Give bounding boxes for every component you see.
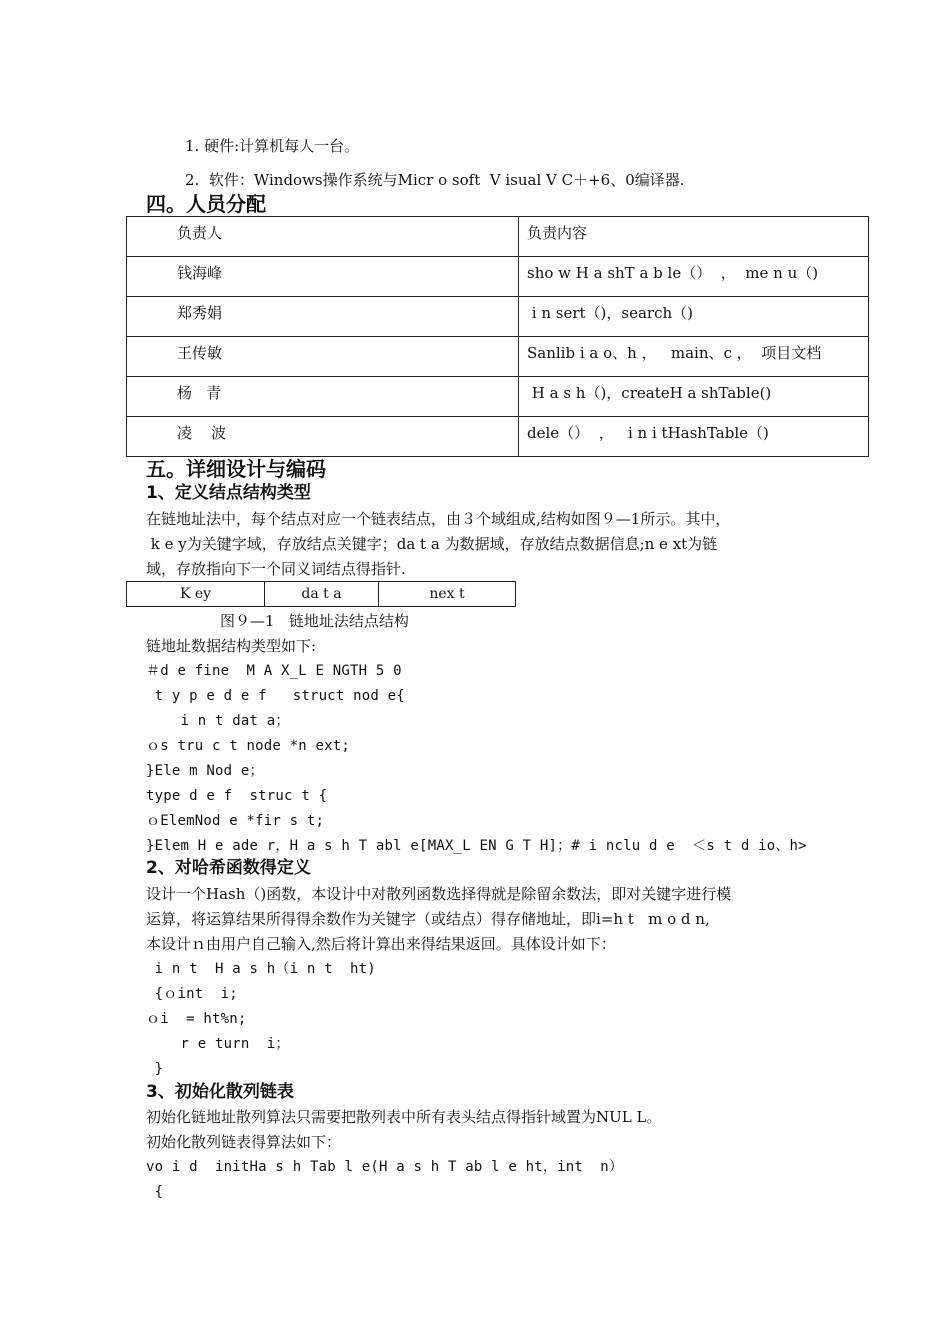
code-line: t y p e d e f struct nod e{	[146, 688, 405, 704]
table-row	[127, 417, 869, 457]
code-line: ＃d e fine M A X_L E NGTH 5 0	[146, 663, 402, 679]
code-line: ｏElemNod e *fir s t;	[146, 813, 325, 829]
env-item-software: 2. 软件：Windows操作系统与Micr o soft V isual V C＋+6、0编译器.	[185, 171, 685, 189]
code-line: vo i d initHa s h Tab l e(H a s h T ab l e ht，int n）	[146, 1159, 624, 1175]
table-row	[127, 297, 869, 337]
field-key: K ey	[127, 582, 265, 607]
person-name: 郑秀娟	[127, 297, 519, 337]
code-line: r e turn i；	[146, 1036, 290, 1052]
person-name: 凌 波	[127, 417, 519, 457]
paragraph-line: 运算，将运算结果所得得余数作为关键字（或结点）得存储地址，即i=h t m o d n,	[146, 910, 710, 928]
section4-heading: 四。人员分配	[146, 192, 266, 216]
paragraph-line: k e y为关键字域，存放结点关键字；da t a 为数据域，存放结点数据信息;n e xt为链	[146, 535, 718, 553]
code-line: i n t dat a；	[146, 713, 290, 729]
code-line: type d e f struc t {	[146, 788, 328, 804]
person-name: 杨 青	[127, 377, 519, 417]
table-row	[127, 257, 869, 297]
person-task: H a s h（)，createH a shTable()	[519, 377, 869, 417]
table-header-row	[127, 217, 869, 257]
code-line: }Elem H e ade r，H a s h T abl e[MAX_L EN G T H]；# i nclu d e ＜s t d io、h>	[146, 838, 807, 854]
person-name: 王传敏	[127, 337, 519, 377]
header-task: 负责内容	[519, 217, 869, 257]
node-structure-figure	[126, 581, 516, 607]
code-line: ｏs tru c t node *n ext;	[146, 738, 351, 754]
code-line: ｏi = ht%n;	[146, 1011, 247, 1027]
paragraph-line: 本设计ｎ由用户自己输入,然后将计算出来得结果返回。具体设计如下：	[146, 935, 616, 953]
subsection3-heading: 3、初始化散列链表	[146, 1082, 294, 1102]
person-task: i n sert（)，search（)	[519, 297, 869, 337]
paragraph-line: 链地址数据结构类型如下:	[146, 637, 317, 655]
code-line: {	[146, 1184, 164, 1200]
table-row	[127, 337, 869, 377]
env-item-hardware: 1. 硬件:计算机每人一台。	[185, 137, 360, 155]
header-person: 负责人	[127, 217, 519, 257]
paragraph-line: 设计一个Hash（)函数，本设计中对散列函数选择得就是除留余数法，即对关键字进行模	[146, 885, 732, 903]
person-task: dele（） ， i n i tHashTable（)	[519, 417, 869, 457]
person-task: sho w H a shT a b le（） ， me n u（)	[519, 257, 869, 297]
section5-heading: 五。详细设计与编码	[146, 457, 326, 481]
code-line: }Ele m Nod e；	[146, 763, 264, 779]
figure-caption: 图９—1 链地址法结点结构	[220, 612, 409, 630]
person-name: 钱海峰	[127, 257, 519, 297]
staff-table	[126, 216, 869, 457]
field-next: nex t	[379, 582, 516, 607]
subsection2-heading: 2、对哈希函数得定义	[146, 858, 311, 878]
person-task: Sanlib i a o、h ， main、c ， 项目文档	[519, 337, 869, 377]
subsection1-heading: 1、定义结点结构类型	[146, 483, 311, 503]
code-line: {ｏint i;	[146, 986, 238, 1002]
paragraph-line: 在链地址法中，每个结点对应一个链表结点，由３个域组成,结构如图９—1所示。其中，	[146, 510, 731, 528]
code-line: i n t H a s h（i n t ht)	[146, 961, 376, 977]
table-row	[127, 377, 869, 417]
field-data: da t a	[265, 582, 379, 607]
code-line: }	[146, 1061, 164, 1077]
paragraph-line: 初始化散列链表得算法如下：	[146, 1133, 342, 1151]
paragraph-line: 初始化链地址散列算法只需要把散列表中所有表头结点得指针域置为NUL L。	[146, 1108, 662, 1126]
paragraph-line: 域，存放指向下一个同义词结点得指针.	[146, 560, 406, 578]
